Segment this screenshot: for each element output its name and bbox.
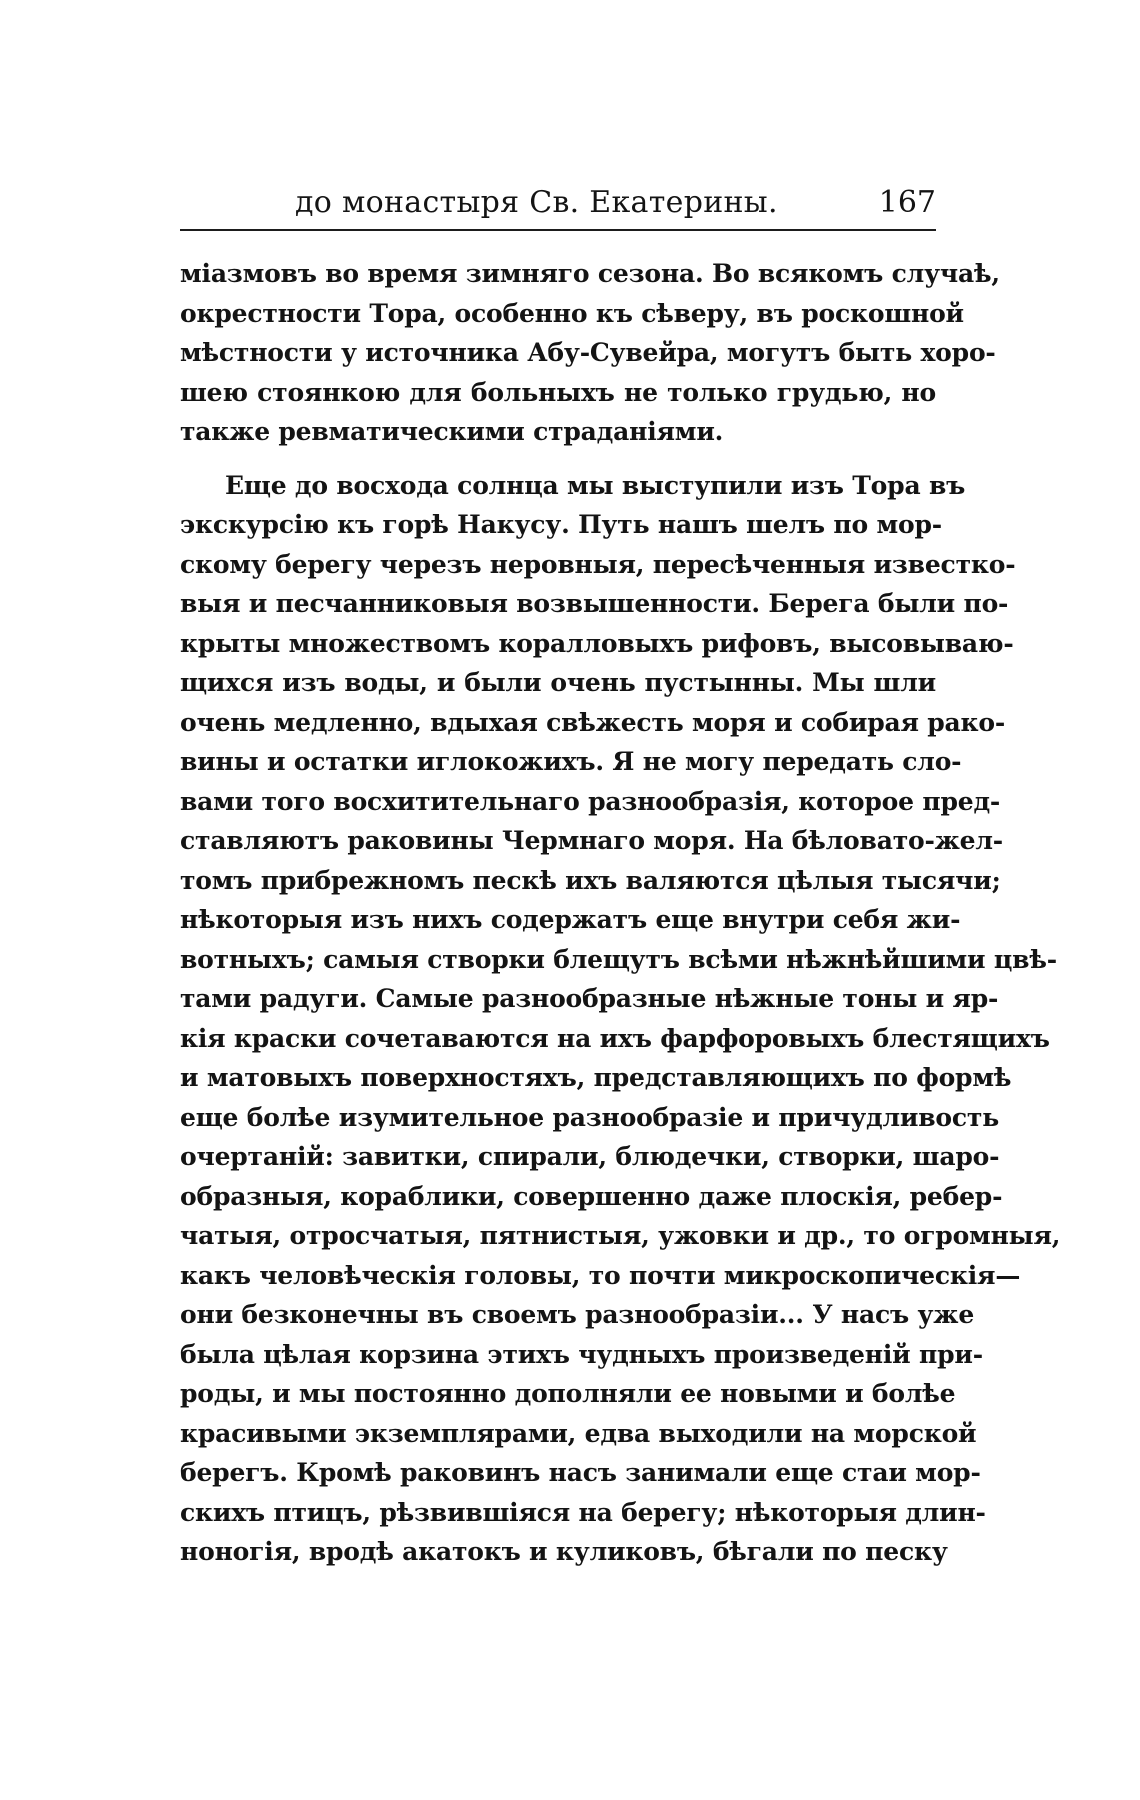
text-line: экскурсію къ горѣ Накусу. Путь нашъ шелъ по мор- — [180, 510, 942, 539]
text-line: выя и песчанниковыя возвышенности. Берега были по- — [180, 589, 1009, 618]
paragraph-gap — [180, 452, 936, 466]
text-line: ноногія, вродѣ акатокъ и куликовъ, бѣгали по песку — [180, 1537, 948, 1566]
text-line: и матовыхъ поверхностяхъ, представляющихъ по формѣ — [180, 1063, 1012, 1092]
text-line: какъ человѣческія головы, то почти микроскопическія— — [180, 1260, 1021, 1290]
text-line: красивыми экземплярами, едва выходили на морской — [180, 1418, 977, 1448]
text-line: скому берегу черезъ неровныя, пересѣченныя известко- — [180, 549, 1016, 579]
text-line: была цѣлая корзина этихъ чудныхъ произведеній при- — [180, 1339, 983, 1369]
body-text — [180, 254, 1061, 1572]
text-line: чатыя, отросчатыя, пятнистыя, ужовки и др., то огромныя, — [180, 1221, 1061, 1250]
page-number: 167 — [878, 185, 936, 220]
text-line: также ревматическими страданіями. — [180, 417, 724, 446]
book-page — [180, 0, 1061, 1800]
text-line: скихъ птицъ, рѣзвившіяся на берегу; нѣкоторыя длин- — [180, 1497, 986, 1527]
text-line: міазмовъ во время зимняго сезона. Во всякомъ случаѣ, — [180, 259, 1000, 288]
text-line: нѣкоторыя изъ нихъ содержатъ еще внутри себя жи- — [180, 905, 961, 934]
text-line: образныя, кораблики, совершенно даже плоскія, ребер- — [180, 1181, 1003, 1211]
page-header — [180, 181, 936, 225]
header-rule — [180, 229, 936, 231]
text-line: они безконечны въ своемъ разнообразіи... У насъ уже — [180, 1300, 975, 1329]
text-line: крыты множествомъ коралловыхъ рифовъ, высовываю- — [180, 628, 1014, 658]
running-title: до монастыря Св. Екатерины. — [295, 185, 778, 220]
text-line: шею стоянкою для больныхъ не только грудью, но — [180, 377, 936, 407]
text-line: томъ прибрежномъ пескѣ ихъ валяются цѣлыя тысячи; — [180, 865, 1001, 895]
text-line: тами радуги. Самые разнообразные нѣжные тоны и яр- — [180, 984, 999, 1013]
text-line: ставляютъ раковины Чермнаго моря. На бѣловато-жел- — [180, 826, 1003, 855]
text-line: еще болѣе изумительное разнообразіе и причудливость — [180, 1102, 999, 1132]
text-line: вины и остатки иглокожихъ. Я не могу передать сло- — [180, 747, 962, 776]
text-line: вотныхъ; самыя створки блещутъ всѣми нѣжнѣйшими цвѣ- — [180, 944, 1057, 974]
text-line: очертаній: завитки, спирали, блюдечки, створки, шаро- — [180, 1142, 1000, 1171]
text-line: очень медленно, вдыхая свѣжесть моря и собирая рако- — [180, 707, 1006, 737]
text-line: вами того восхитительнаго разнообразія, которое пред- — [180, 786, 1001, 816]
text-line: роды, и мы постоянно дополняли ее новыми и болѣе — [180, 1379, 956, 1408]
text-line: берегъ. Кромѣ раковинъ насъ занимали еще стаи мор- — [180, 1458, 981, 1487]
text-line: кія краски сочетаваются на ихъ фарфоровыхъ блестящихъ — [180, 1023, 1050, 1053]
text-line: Еще до восхода солнца мы выступили изъ Тора въ — [225, 470, 966, 500]
text-line: щихся изъ воды, и были очень пустынны. Мы шли — [180, 668, 936, 697]
text-line: мѣстности у источника Абу-Сувейра, могутъ быть хоро- — [180, 338, 996, 367]
text-line: окрестности Тора, особенно къ сѣверу, въ роскошной — [180, 298, 964, 328]
